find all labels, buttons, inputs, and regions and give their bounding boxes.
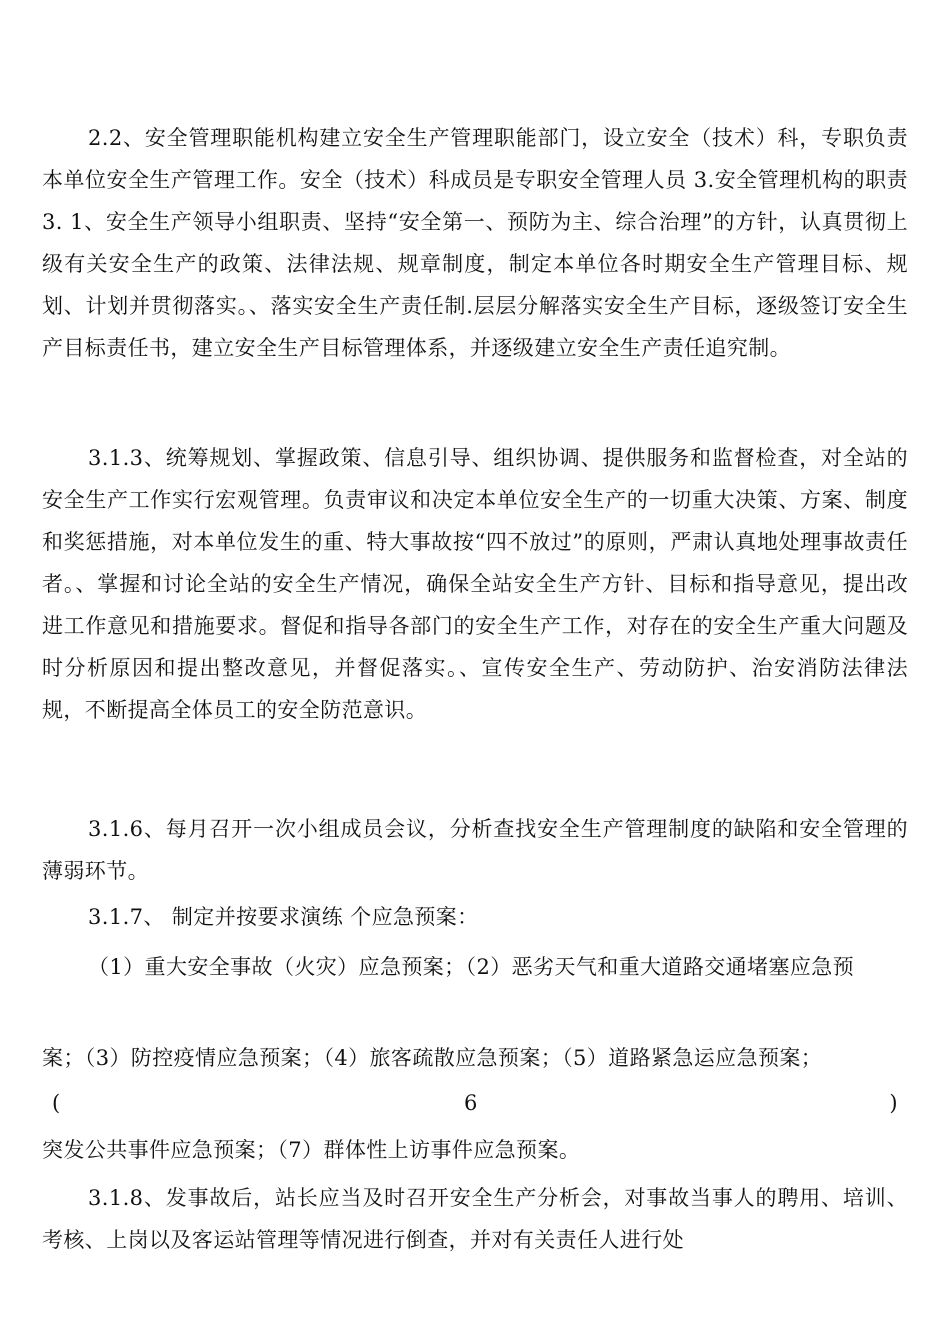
item-number-6: 6 xyxy=(464,1091,478,1115)
paragraph-2-2: 2.2、安全管理职能机构建立安全生产管理职能部门，设立安全（技术）科，专职负责本单位安全生产管理工作。安全（技术）科成员是专职安全管理人员 3.安全管理机构的职责 3. 1、安全生产领导小组职责、坚持“安全第一、预防为主、综合治理”的方针，认真贯彻上级有关安全生产的政策、法律法规、规章制度，制定本单位各时期安全生产管理目标、规划、计划并贯彻落实。、落实安全生产责任制.层层分解落实安全生产目标，逐级签订安全生产目标责任书，建立安全生产目标管理体系，并逐级建立安全生产责任追究制。 xyxy=(42,126,908,360)
emergency-plan-list-line-1: （1）重大安全事故（火灾）应急预案；（2）恶劣天气和重大道路交通堵塞应急预 xyxy=(88,955,855,979)
paragraph-3-1-7: 3.1.7、 制定并按要求演练 个应急预案： xyxy=(88,905,479,929)
paragraph-3-1-6: 3.1.6、每月召开一次小组成员会议，分析查找安全生产管理制度的缺陷和安全管理的薄弱环节。 xyxy=(42,817,908,883)
paragraph-3-1-3: 3.1.3、统筹规划、掌握政策、信息引导、组织协调、提供服务和监督检查，对全站的安全生产工作实行宏观管理。负责审议和决定本单位安全生产的一切重大决策、方案、制度和奖惩措施，对本单位发生的重、特大事故按“四不放过”的原则，严肃认真地处理事故责任者。、掌握和讨论全站的安全生产情况，确保全站安全生产方针、目标和指导意见，提出改进工作意见和措施要求。督促和指导各部门的安全生产工作，对存在的安全生产重大问题及时分析原因和提出整改意见，并督促落实。、宣传安全生产、劳动防护、治安消防法律法规，不断提高全体员工的安全防范意识。 xyxy=(42,446,908,722)
emergency-plan-list-line-2: 案；（3）防控疫情应急预案；（4）旅客疏散应急预案；（5）道路紧急运应急预案； xyxy=(42,1046,823,1070)
emergency-plan-list-line-3: 突发公共事件应急预案；（7）群体性上访事件应急预案。 xyxy=(42,1138,581,1162)
emergency-plan-item-6-row xyxy=(42,1082,908,1124)
paragraph-3-1-8: 3.1.8、发事故后，站长应当及时召开安全生产分析会，对事故当事人的聘用、培训、考核、上岗以及客运站管理等情况进行倒查，并对有关责任人进行处 xyxy=(42,1186,908,1252)
paren-open: ( xyxy=(52,1091,61,1115)
paren-close: ) xyxy=(889,1091,898,1115)
